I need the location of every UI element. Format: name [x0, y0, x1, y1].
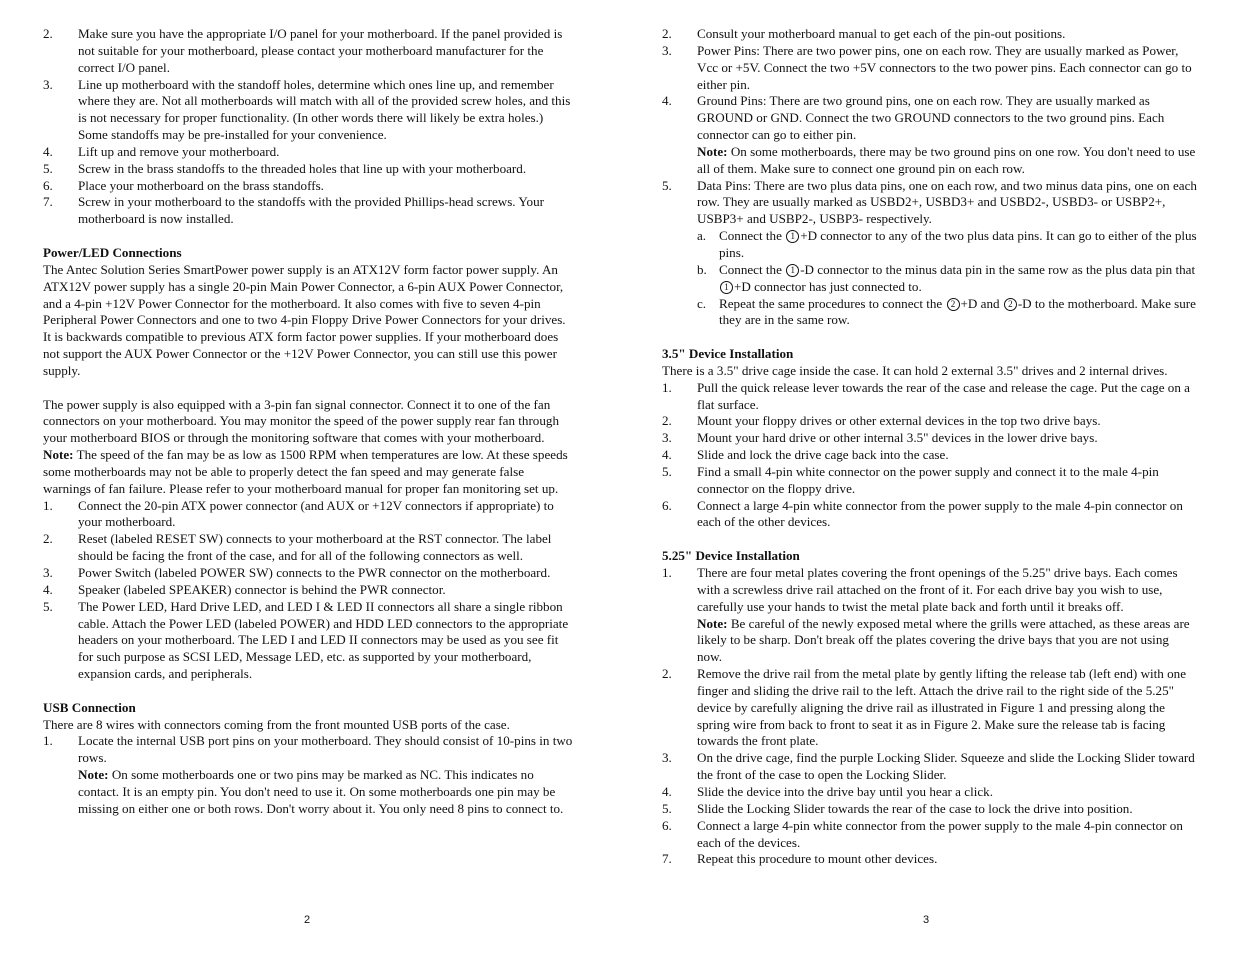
list-item: 4. Slide and lock the drive cage back into the case. — [662, 447, 949, 463]
list-item: 3. Mount your hard drive or other internal 3.5" devices in the lower drive bays. — [662, 430, 1098, 446]
list-item: 7. Repeat this procedure to mount other devices. — [662, 851, 938, 867]
note-text: Be careful of the newly exposed metal where the grills were attached, as these areas are likely to be sharp. Don't break off the plates covering the drive bays that you are not using now. — [697, 615, 1190, 665]
drive525-steps-list — [662, 666, 1197, 868]
list-item: 2. Consult your motherboard manual to get each of the pin-out positions. — [662, 26, 1066, 41]
circled-number-icon: 1 — [720, 281, 733, 294]
list-item: 5. Slide the Locking Slider towards the rear of the case to lock the drive into position. — [662, 800, 1133, 816]
list-item: 2. Remove the drive rail from the metal plate by gently lifting the release tab (left end) with one finger and sliding the drive rail to the left. Attach the drive rail to the right side of the 5.25" device by carefully aligning the drive rail as illustrated in Figure 1 and pressing along the spring wire from back to front to seat it as in Figure 2. Make sure the release tab is facing towards the front plate. — [662, 666, 1187, 749]
note-label: Note: — [697, 615, 728, 631]
drive525-heading: 5.25" Device Installation — [662, 548, 800, 564]
circled-number-icon: 2 — [1004, 298, 1017, 311]
list-item: 4. Slide the device into the drive bay until you hear a click. — [662, 783, 993, 799]
power-paragraph: The Antec Solution Series SmartPower power supply is an ATX12V form factor power supply. An ATX12V power supply has a single 20-pin Main Power Connector, a 6-pin AUX Power Connector, and a 4-pin +12V Power Connector for the motherboard. It also comes with five to seven 4-pin Peripheral Power Connectors and one to two 4-pin Floppy Drive Power Connectors for your drives. It is backwards compatible to previous ATX form factor power supplies. If your motherboard does not support the AUX Power Connector or the +12V Power Connector, you can still use this power supply. — [43, 261, 566, 378]
page-number-left: 2 — [304, 914, 311, 926]
fan-paragraph: The power supply is also equipped with a 3-pin fan signal connector. Connect it to one of the fan connectors on your motherboard. You may monitor the speed of the power supply rear fan through your motherboard BIOS or through the monitoring software that comes with your motherboard. Note: The speed of the fan may be as low as 1500 RPM when temperatures are low. At these speeds some motherboards may not be able to properly detect the fan speed and may generate false warnings of fan failure. Please refer to your motherboard manual for proper fan monitoring set up. — [43, 396, 568, 496]
list-item: 2. Mount your floppy drives or other external devices in the top two drive bays. — [662, 413, 1101, 429]
list-item: 2. Make sure you have the appropriate I/O panel for your motherboard. If the panel provided is not suitable for your motherboard, please contact your motherboard manufacturer for the correct I/O panel. — [43, 26, 563, 75]
list-item: 4. Speaker (labeled SPEAKER) connector is behind the PWR connector. — [43, 581, 446, 597]
list-item: 1. Connect the 20-pin ATX power connector (and AUX or +12V connectors if appropriate) to your motherboard. — [43, 497, 554, 530]
drive35-steps-list — [662, 380, 1197, 532]
list-item: 5. Data Pins: There are two plus data pins, one on each row, and two minus data pins, one on each row. They are usually marked as USBD2+, USBD3+ and USBD2-, USBD3- or USBP2+, USBP3+ and USBP2-, USBP3- respectively. a. Connect the 1 +D connector to any of the two plus data pins. It can go to either of the plus pins. b. Connect the 1 -D connector to the minus data pin in the same row as the plus data pin that 1 +D connector has just connected to. c. Repeat the same procedures to connect the 2 +D and 2 -D to the motherboard. Make sure they are in the same row. — [662, 177, 1197, 328]
page-number-right: 3 — [923, 914, 930, 926]
drive35-heading: 3.5" Device Installation — [662, 346, 794, 362]
list-item: 5. The Power LED, Hard Drive LED, and LED I & LED II connectors all share a single ribbon cable. Attach the Power LED (labeled POWER) and HDD LED connectors to the appropriate headers on your motherboard. The LED I and LED II connectors may be used as you see fit for such purpose as SCSI LED, Message LED, etc. as supported by your motherboard, expansion cards, and peripherals. — [43, 598, 569, 682]
list-item: 3. On the drive cage, find the purple Locking Slider. Squeeze and slide the Locking Slider toward the front of the case to open the Locking Slider. — [662, 750, 1195, 783]
list-item: 5. Screw in the brass standoffs to the threaded holes that line up with your motherboard. — [43, 160, 527, 176]
list-item: 4. Ground Pins: There are two ground pins, one on each row. They are usually marked as GROUND or GND. Connect the two GROUND connectors to the two ground pins. Each connector can go to either pin. Note: On some motherboards, there may be two ground pins on one row. You don't need to use all of them. Make sure to connect one ground pin on each row. — [662, 93, 1196, 176]
note-label: Note: — [78, 767, 109, 783]
sub-item: c. Repeat the same procedures to connect the 2 +D and 2 -D to the motherboard. Make sure they are in the same row. — [697, 295, 1196, 328]
note-label: Note: — [697, 143, 728, 159]
right-page — [662, 26, 1197, 868]
note-text: On some motherboards one or two pins may be marked as NC. This indicates no contact. It is an empty pin. You don't need to use it. On some motherboards one pin may be missing on either one or both rows. Don't worry about it. You only need 8 pins to connect to. — [78, 767, 564, 816]
power-led-heading: Power/LED Connections — [43, 244, 182, 260]
list-item: 6. Place your motherboard on the brass standoffs. — [43, 177, 324, 193]
left-page — [43, 26, 573, 818]
list-item: 3. Power Switch (labeled POWER SW) connects to the PWR connector on the motherboard. — [43, 565, 551, 580]
list-item: 1. Pull the quick release lever towards the rear of the case and release the cage. Put the cage on a flat surface. — [662, 379, 1190, 412]
list-item: 7. Screw in your motherboard to the standoffs with the provided Phillips-head screws. Your motherboard is now installed. — [43, 194, 544, 227]
list-item: 4. Lift up and remove your motherboard. — [43, 143, 280, 159]
list-item: 3. Power Pins: There are two power pins, one on each row. They are usually marked as Power, Vcc or +5V. Connect the two +5V connectors to the two power pins. Each connector can go to either pin. — [662, 42, 1192, 92]
usb-intro: There are 8 wires with connectors coming from the front mounted USB ports of the case. — [43, 716, 510, 732]
list-item: 3. Line up motherboard with the standoff holes, determine which ones line up, and remember where they are. Not all motherboards will match with all of the provided screw holes, and this is not necessary for proper functionality. (In other words there will likely be extra holes.) Some standoffs may be pre-installed for your convenience. — [43, 76, 571, 143]
list-item: 6. Connect a large 4-pin white connector from the power supply to the male 4-pin connector on each of the other devices. — [662, 497, 1183, 530]
list-item: 2. Reset (labeled RESET SW) connects to your motherboard at the RST connector. The label should be facing the front of the case, and for all of the following connectors as well. — [43, 531, 552, 564]
drive35-intro: There is a 3.5" drive cage inside the case. It can hold 2 external 3.5" drives and 2 internal drives. — [662, 362, 1168, 378]
power-steps-list — [43, 498, 573, 683]
sub-item: a. Connect the 1 +D connector to any of the two plus data pins. It can go to either of the plus pins. — [697, 228, 1197, 260]
list-item: 6. Connect a large 4-pin white connector from the power supply to the male 4-pin connector on each of the devices. — [662, 817, 1183, 850]
list-item: 1. Locate the internal USB port pins on your motherboard. They should consist of 10-pins in two rows. Note: On some motherboards one or two pins may be marked as NC. This indicates no contact. It is an empty pin. You don't need to use it. On some motherboards one pin may be missing on either one or both rows. Don't worry about it. You only need 8 pins to connect to. — [43, 733, 573, 816]
install-steps-list — [43, 26, 573, 228]
circled-number-icon: 1 — [786, 230, 799, 243]
usb-heading: USB Connection — [43, 699, 136, 715]
sub-item: b. Connect the 1 -D connector to the minus data pin in the same row as the plus data pin that 1 +D connector has just connected to. — [697, 261, 1196, 294]
circled-number-icon: 2 — [947, 298, 960, 311]
list-item: 1. There are four metal plates covering the front openings of the 5.25" drive bays. Each comes with a screwless drive rail attached on the front of it. For each drive bay you wish to use, carefully use your hands to twist the metal plate back and forth until it breaks off. Note: Be careful of the newly exposed metal where the grills were attached, as these areas are likely to be sharp. Don't break off the plates covering the drive bays that you are not using now. — [662, 565, 1190, 665]
note-text: On some motherboards, there may be two ground pins on one row. You don't need to use all of them. Make sure to connect one ground pin on each row. — [697, 143, 1196, 176]
list-item: 5. Find a small 4-pin white connector on the power supply and connect it to the male 4-pin connector on the floppy drive. — [662, 463, 1159, 496]
circled-number-icon: 1 — [786, 264, 799, 277]
